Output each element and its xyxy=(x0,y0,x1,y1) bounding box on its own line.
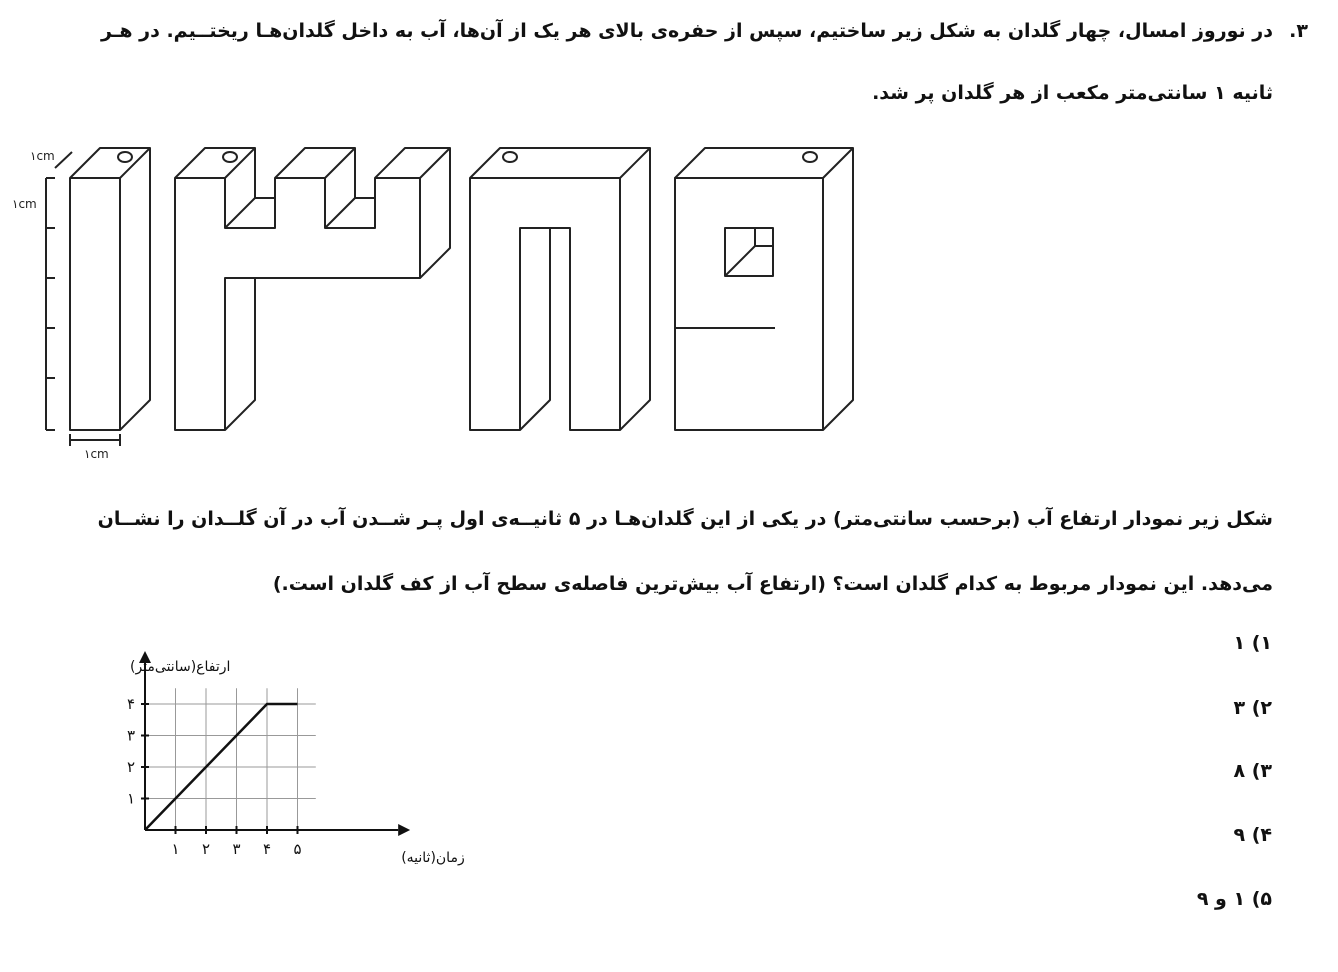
subquestion-text-line1: شکل زیر نمودار ارتفاع آب (برحسب سانتی‌متر) در یکی از این گلدان‌هـا در ۵ ثانیــه‌ی اول پـر شــدن آب در آن گلــدان را نشــان xyxy=(97,508,1273,530)
unit-label-left: ۱cm xyxy=(12,197,37,211)
height-ruler xyxy=(46,152,120,446)
question-number: ۳. xyxy=(1289,20,1308,42)
option-5[interactable] xyxy=(1197,888,1272,910)
subquestion-text-line2: می‌دهد. این نمودار مربوط به کدام گلدان است؟ (ارتفاع آب بیش‌ترین فاصله‌ی سطح آب از کف گلدان است.) xyxy=(272,573,1273,595)
option-3-label: ۳) xyxy=(1251,760,1272,782)
option-2-label: ۲) xyxy=(1251,697,1272,719)
x-tick-label: ۳ xyxy=(232,840,241,858)
option-5-label: ۵) xyxy=(1251,888,1272,910)
option-3-value: ۸ xyxy=(1233,760,1246,782)
y-tick-label: ۲ xyxy=(126,758,136,776)
option-2[interactable] xyxy=(1233,697,1272,719)
x-tick-label: ۲ xyxy=(201,840,211,858)
x-tick-label: ۵ xyxy=(293,840,302,858)
question-text-line1: در نوروز امسال، چهار گلدان به شکل زیر ساختیم، سپس از حفره‌ی بالای هر یک از آن‌ها، آب به داخل گلدان‌هـا ریختــیم. در هـر xyxy=(101,20,1273,42)
unit-label-top: ۱cm xyxy=(30,149,55,163)
x-tick-label: ۱ xyxy=(171,840,180,858)
option-4-value: ۹ xyxy=(1233,824,1246,846)
option-1-label: ۱) xyxy=(1251,632,1272,654)
y-tick-label: ۱ xyxy=(126,789,136,808)
option-2-value: ۳ xyxy=(1233,697,1246,719)
option-1-value: ۱ xyxy=(1233,632,1246,654)
option-4-label: ۴) xyxy=(1251,824,1272,846)
option-5-value: ۱ و ۹ xyxy=(1196,888,1246,910)
vase-3 xyxy=(175,148,450,430)
y-tick-label: ۴ xyxy=(126,695,136,713)
y-axis-label: ارتفاع(سانتی‌متر) xyxy=(130,659,231,676)
x-tick-label: ۴ xyxy=(262,840,272,858)
vase-8 xyxy=(470,148,650,430)
vase-1 xyxy=(70,148,150,430)
option-3[interactable] xyxy=(1233,760,1272,782)
option-4[interactable] xyxy=(1233,824,1272,846)
height-time-chart xyxy=(0,640,465,880)
vases-figure xyxy=(0,130,880,470)
x-axis-arrow xyxy=(398,824,410,836)
y-tick-label: ۳ xyxy=(126,726,136,745)
question-text-line2: ثانیه ۱ سانتی‌متر مکعب از هر گلدان پر شد. xyxy=(872,82,1273,104)
vase-9 xyxy=(675,148,853,430)
option-1[interactable] xyxy=(1233,632,1272,654)
x-axis-label: زمان(ثانیه) xyxy=(401,850,465,866)
unit-label-bottom: ۱cm xyxy=(84,447,109,461)
